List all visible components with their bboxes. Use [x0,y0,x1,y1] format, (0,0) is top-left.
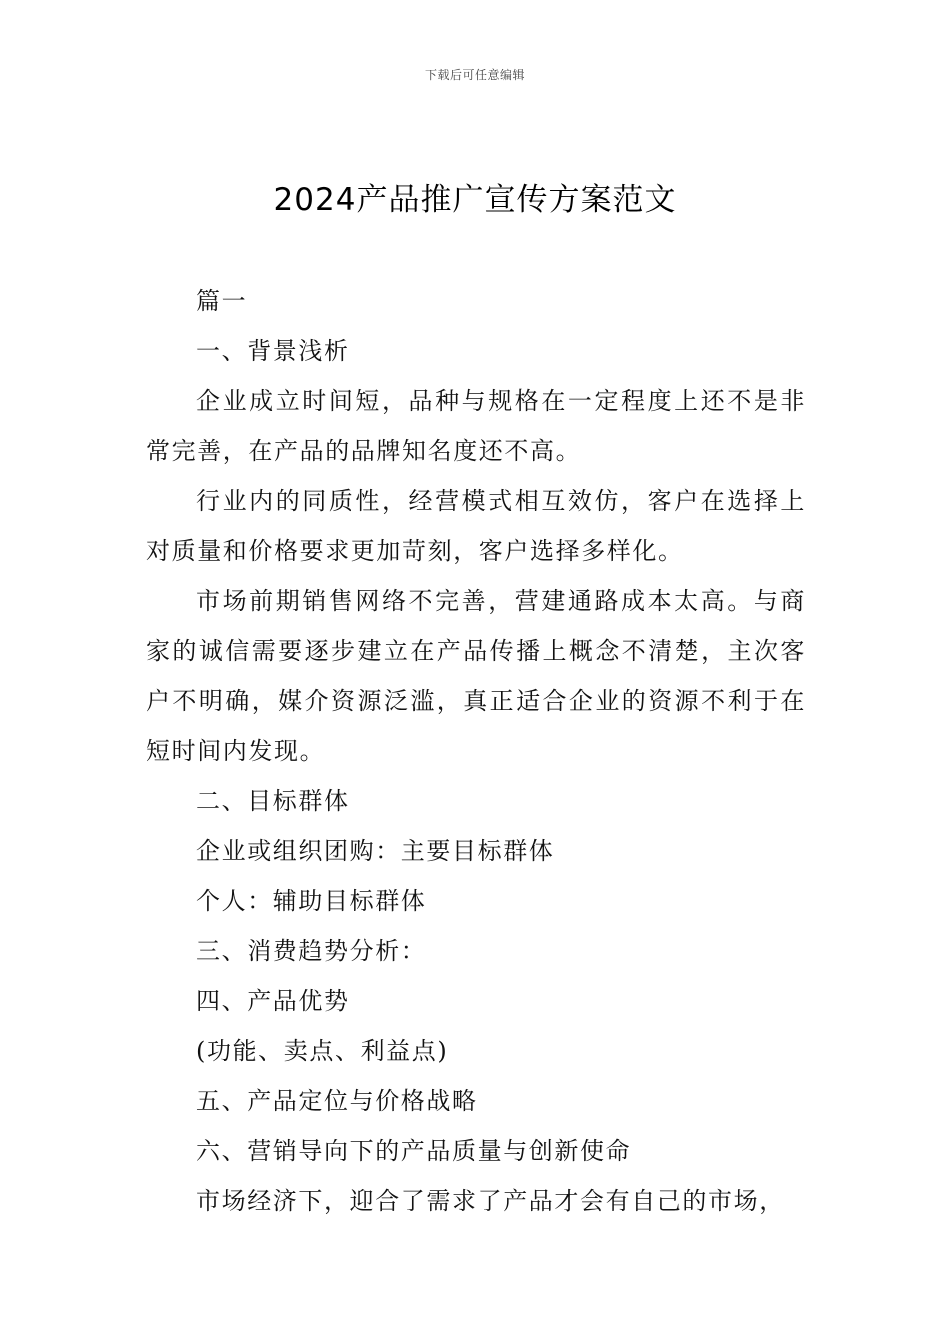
paragraph: 篇一 [196,287,248,315]
header-note: 下载后可任意编辑 [424,68,525,82]
section-heading: 二、目标群体 [196,787,350,815]
section-heading: 四、产品优势 [196,987,350,1015]
paragraph: 企业成立时间短，品种与规格在一定程度上还不是非常完善，在产品的品牌知名度还不高。 [146,387,806,465]
paragraph: 个人：辅助目标群体 [196,887,427,915]
document-title: 2024产品推广宣传方案范文 [273,182,677,218]
section-heading: 五、产品定位与价格战略 [196,1087,478,1115]
section-heading: 一、背景浅析 [196,337,350,365]
paragraph: 企业或组织团购：主要目标群体 [196,837,555,865]
paragraph: 行业内的同质性，经营模式相互效仿，客户在选择上对质量和价格要求更加苛刻，客户选择多样化。 [146,487,806,565]
document-body [146,276,806,1226]
section-heading: 三、消费趋势分析： [196,937,427,965]
paragraph: 市场前期销售网络不完善，营建通路成本太高。与商家的诚信需要逐步建立在产品传播上概念不清楚，主次客户不明确，媒介资源泛滥，真正适合企业的资源不利于在短时间内发现。 [146,587,806,765]
section-heading: 六、营销导向下的产品质量与创新使命 [196,1137,632,1165]
paragraph: (功能、卖点、利益点) [196,1037,449,1065]
paragraph: 市场经济下，迎合了需求了产品才会有自己的市场， [196,1187,785,1215]
